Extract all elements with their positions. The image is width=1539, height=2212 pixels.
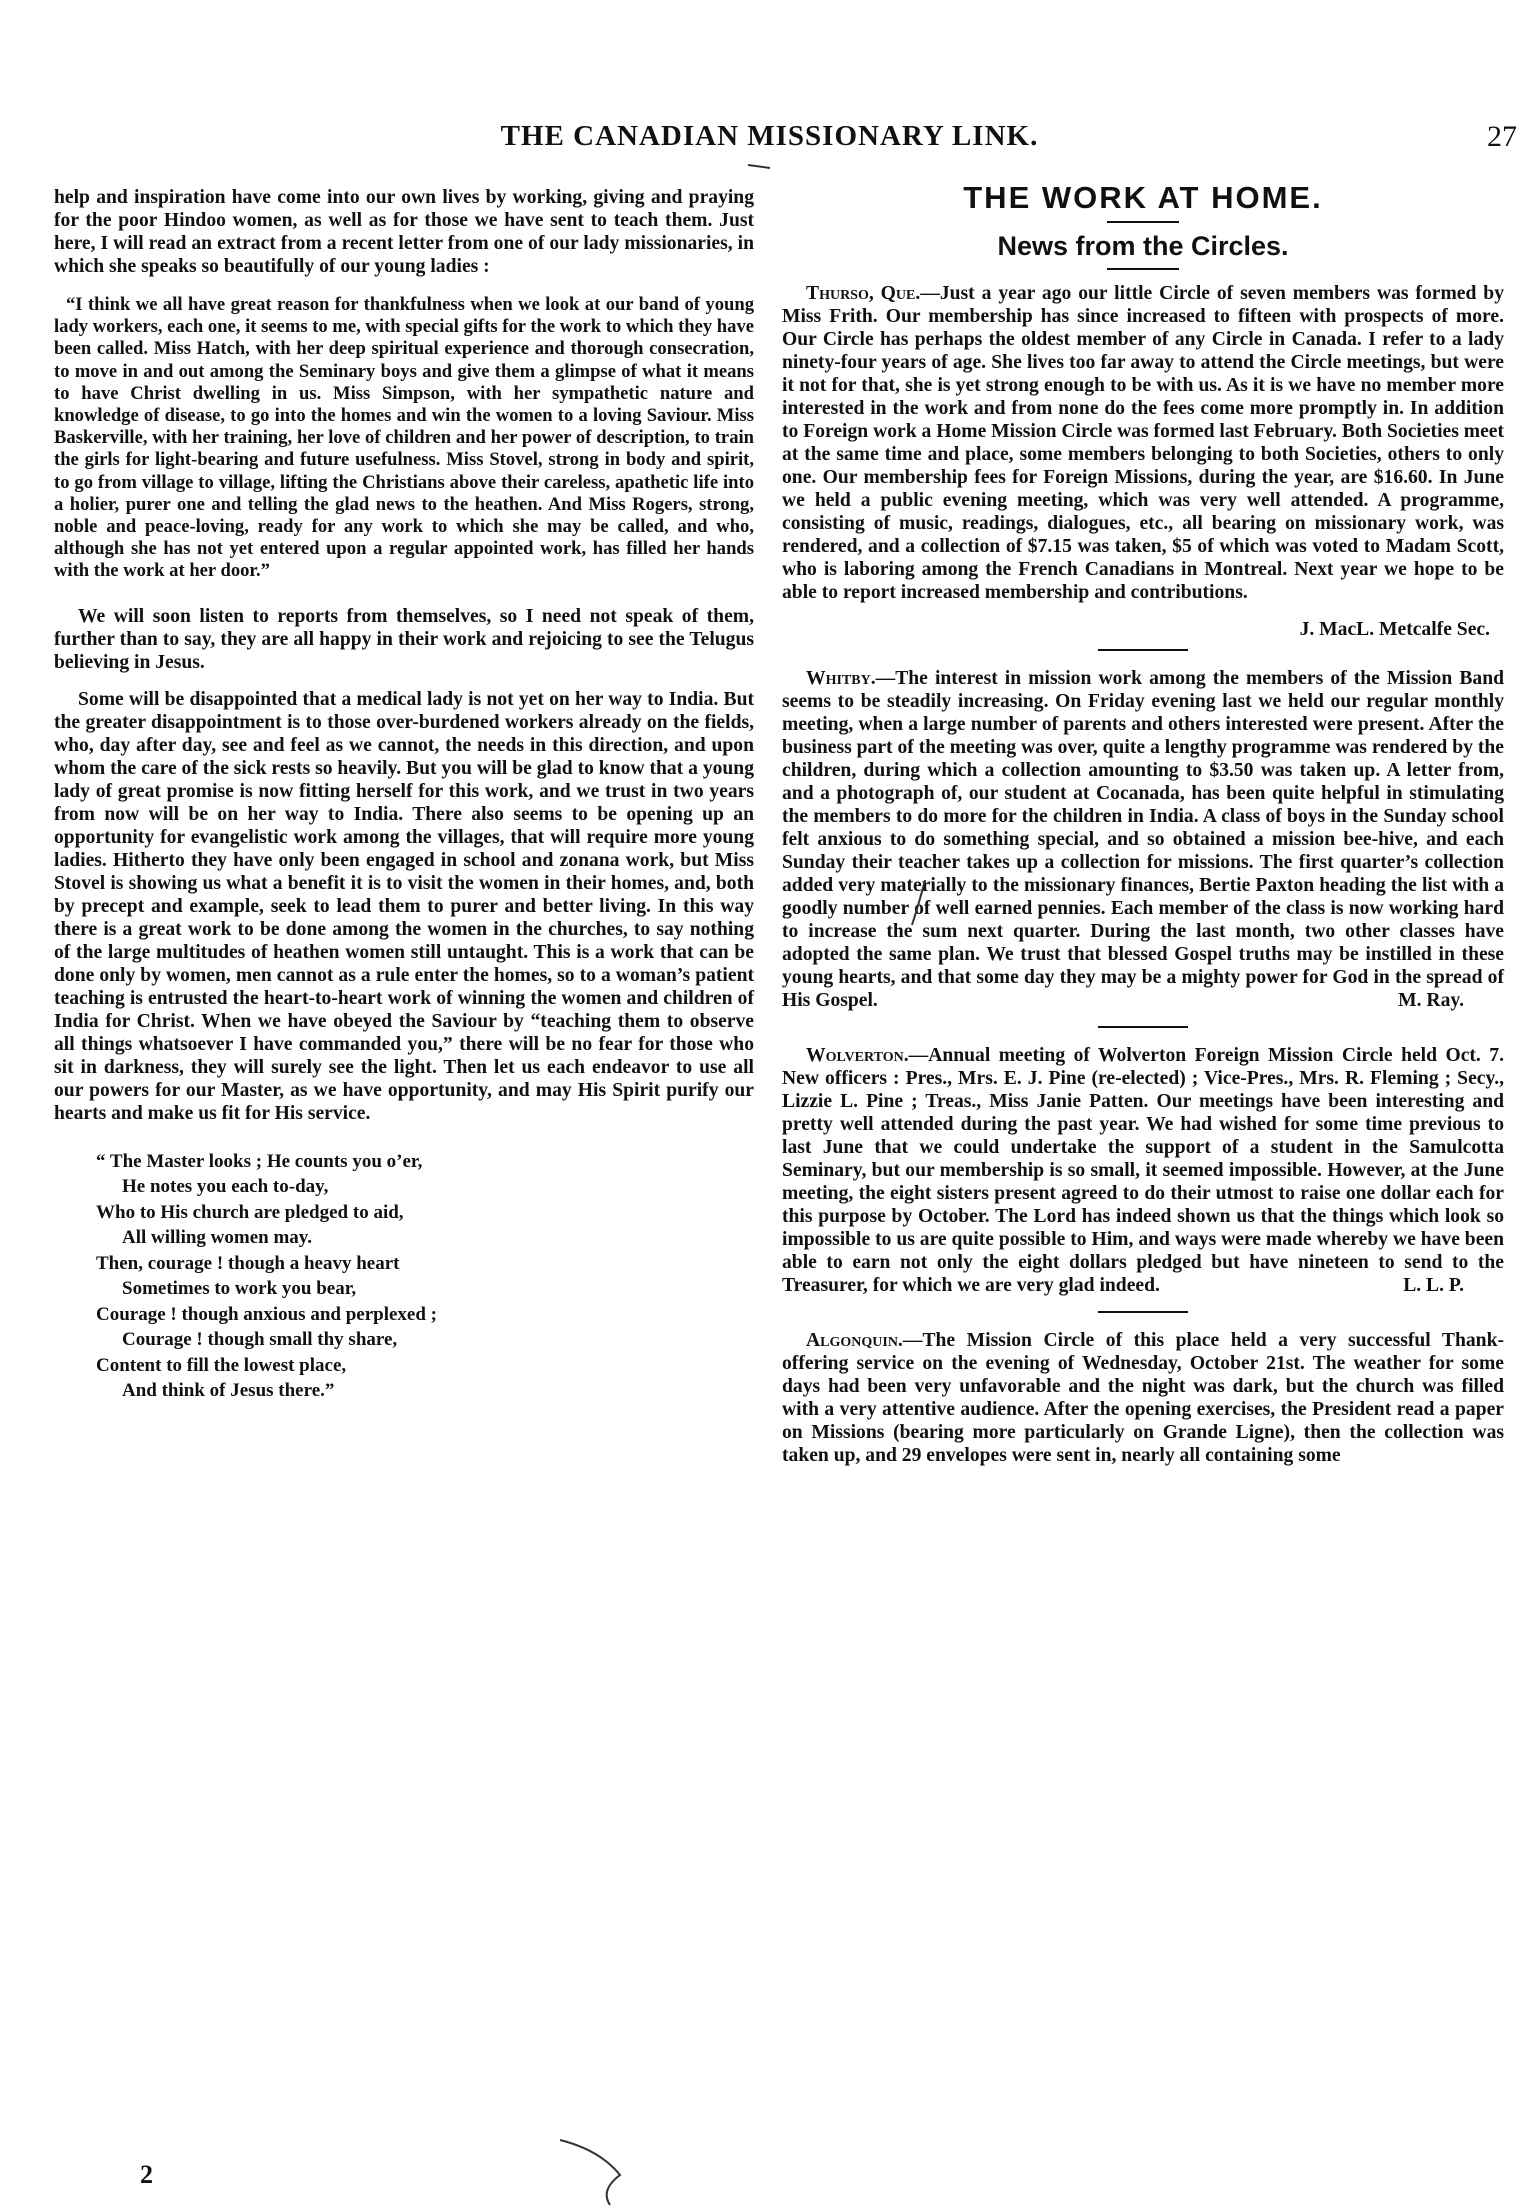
news-item-signature: M. Ray. xyxy=(1398,990,1464,1011)
page-number: 27 xyxy=(1487,120,1517,153)
divider xyxy=(1107,268,1179,270)
news-item-signature: J. MacL. Metcalfe Sec. xyxy=(1299,619,1490,640)
news-item xyxy=(782,667,1504,1012)
poem-line: Sometimes to work you bear, xyxy=(122,1278,357,1300)
paragraph: We will soon listen to reports from themselves, so I need not speak of them, further than to say, they are all happy in their work and rejoicing to see the Telugus believing in Jesus. xyxy=(54,605,754,673)
news-item-signature: L. L. P. xyxy=(1403,1275,1464,1296)
news-item-place: Thurso, Que. xyxy=(806,283,921,304)
news-item xyxy=(782,1329,1504,1467)
paragraph: Some will be disappointed that a medical lady is not yet on her way to India. But the greater disappointment is to those over-burdened workers already on the fields, who, day after day, see and feel as we cannot, the needs in this direction, and upon whom the care of the sick rests so heavily. But you will be glad to know that a young lady of great promise is now fitting herself for this work, and we trust in two years from now will be on her way to India. There also seems to be opening up an opportunity for evangelistic work among the villages, that will require more young ladies. Hitherto they have only been engaged in school and zonana work, but Miss Stovel is showing us what a benefit it is to visit the women in their homes, and, both by precept and example, seek to lead them to purer and better living. In this way there is a great work to be done among the women in the churches, to say nothing of the large multitudes of heathen women still untaught. This is a work that can be done only by women, men cannot as a rule enter the homes, so to a woman’s patient teaching is entrusted the heart-to-heart work of winning the women and children of India for Christ. When we have obeyed the Saviour by “teaching them to observe all things whatsoever I have commanded you,” there will be no fear for those who sit in darkness, they will surely see the light. Then let us each endeavor to use all our powers for our Master, as we have opportunity, and may His Spirit purify our hearts and make us fit for His service. xyxy=(54,688,754,1124)
poem-line: And think of Jesus there.” xyxy=(122,1380,335,1402)
section-subtitle: News from the Circles. xyxy=(997,231,1289,261)
news-item-text: —The interest in mission work among the members of the Mission Band seems to be steadily increasing. On Friday evening last we held our regular monthly meeting, when a large number of parents and others interested were present. After the business part of the meeting was over, quite a lengthy programme was rendered by the children, during which a collection amounting to $3.50 was taken up. A letter from, and a photograph of, our student at Cocanada, has been quite helpful in stimulating the members to do more for the children in India. A class of boys in the Sunday school felt anxious to do something special, and so obtained a mission bee-hive, and each Sunday their teacher takes up a collection for missions. The first quarter’s collection added very materially to the missionary finances, Bertie Paxton heading the list with a goodly number of well earned pennies. Each member of the class is now working hard to increase the sum next quarter. During the last month, two other classes have adopted the same plan. We trust that blessed Gospel truths may be instilled in these young hearts, and that some day they may be a mighty power for God in the spread of His Gospel. xyxy=(782,668,1504,1011)
news-item-text: —Just a year ago our little Circle of seven members was formed by Miss Frith. Our membership has since increased to fifteen with prospects of more. Our Circle has perhaps the oldest member of any Circle in Canada. I refer to a lady ninety-four years of age. She lives too far away to attend the Circle meetings, but were it not for that, she is yet strong enough to be with us. As it is we have no member more interested in the work and from none do the fees come more promptly in. In addition to Foreign work a Home Mission Circle was formed last February. Both Societies meet at the same time and place, some members belonging to both Societies, others to only one. Our membership fees for Foreign Missions, during the year, are $16.60. In June we held a public evening meeting, which was very well attended. A programme, consisting of music, readings, dialogues, etc., all bearing on missionary work, was rendered, and a collection of $7.15 was taken, $5 of which was voted to Madam Scott, who is laboring among the French Canadians in Montreal. Next year we hope to be able to report increased membership and contributions. xyxy=(782,283,1504,603)
poem xyxy=(96,1149,754,1404)
footer-signature-number: 2 xyxy=(140,2160,153,2189)
masthead-title: THE CANADIAN MISSIONARY LINK. xyxy=(500,120,1039,152)
left-column xyxy=(54,186,754,1404)
news-item-place: Algonquin. xyxy=(806,1330,903,1351)
right-column xyxy=(782,180,1504,1481)
poem-line: All willing women may. xyxy=(122,1227,313,1249)
poem-line: Then, courage ! though a heavy heart xyxy=(96,1252,400,1274)
divider xyxy=(1098,649,1188,651)
news-item-place: Wolverton. xyxy=(806,1045,909,1066)
poem-line: Content to fill the lowest place, xyxy=(96,1354,347,1376)
poem-line: Who to His church are pledged to aid, xyxy=(96,1201,404,1223)
quoted-letter: “I think we all have great reason for thankfulness when we look at our band of young lady workers, each one, it seems to me, with special gifts for the work to which they have been called. Miss Hatch, with her deep spiritual experience and thorough consecration, to move in and out among the Seminary boys and give them a glimpse of what it means to have Christ dwelling in us. Miss Simpson, with her sympathetic nature and knowledge of disease, to go into the homes and win the women to a loving Saviour. Miss Baskerville, with her training, her love of children and her power of description, to train the girls for light-bearing and future usefulness. Miss Stovel, strong in body and spirit, to go from village to village, lifting the Christians above their careless, apathetic life into a holier, purer one and telling the glad news to the heathen. And Miss Rogers, strong, noble and peace-loving, ready for any work to which she may be called, and who, although she has not yet entered upon a regular appointed work, has filled her hands with the work at her door.” xyxy=(54,294,754,582)
section-title: THE WORK AT HOME. xyxy=(963,180,1323,215)
poem-line: Courage ! though small thy share, xyxy=(122,1329,398,1351)
news-item-place: Whitby. xyxy=(806,668,876,689)
poem-line: Courage ! though anxious and perplexed ; xyxy=(96,1303,437,1325)
divider xyxy=(1098,1311,1188,1313)
poem-line: He notes you each to-day, xyxy=(122,1176,329,1198)
news-item-text: —Annual meeting of Wolverton Foreign Mission Circle held Oct. 7. New officers : Pres., Mrs. E. J. Pine (re-elected) ; Vice-Pres., Mrs. R. Fleming ; Secy., Lizzie L. Pine ; Treas., Miss Janie Patten. Our meetings have been interesting and pretty well attended during the past year. We had wished for some time previous to last June that we could undertake the support of a student in the Samulcotta Seminary, but our membership is so small, it seemed impossible. However, at the June meeting, the eight sisters present agreed to do their utmost to raise one dollar each for this purpose by October. The Lord has indeed shown us that the things which look so impossible to us are quite possible to Him, and ways were made whereby we have been able to earn not only the eight dollars pledged but have nineteen to send to the Treasurer, for which we are very glad indeed. xyxy=(782,1045,1504,1296)
divider xyxy=(1107,221,1179,223)
news-item-text: —The Mission Circle of this place held a very successful Thank-offering service on the evening of Wednesday, October 21st. The weather for some days had been very unfavorable and the night was dark, but the church was filled with a very attentive audience. After the opening exercises, the President read a paper on Missions (bearing more particularly on Grande Ligne), then the collection was taken up, and 29 envelopes were sent in, nearly all containing some xyxy=(782,1330,1504,1466)
paragraph: help and inspiration have come into our own lives by working, giving and praying for the poor Hindoo women, as well as for those we have sent to teach them. Just here, I will read an extract from a recent letter from one of our lady missionaries, in which she speaks so beautifully of our young ladies : xyxy=(54,187,754,277)
news-item xyxy=(782,1044,1504,1297)
divider xyxy=(1098,1026,1188,1028)
news-item xyxy=(782,282,1504,604)
poem-line: “ The Master looks ; He counts you o’er, xyxy=(96,1150,423,1172)
